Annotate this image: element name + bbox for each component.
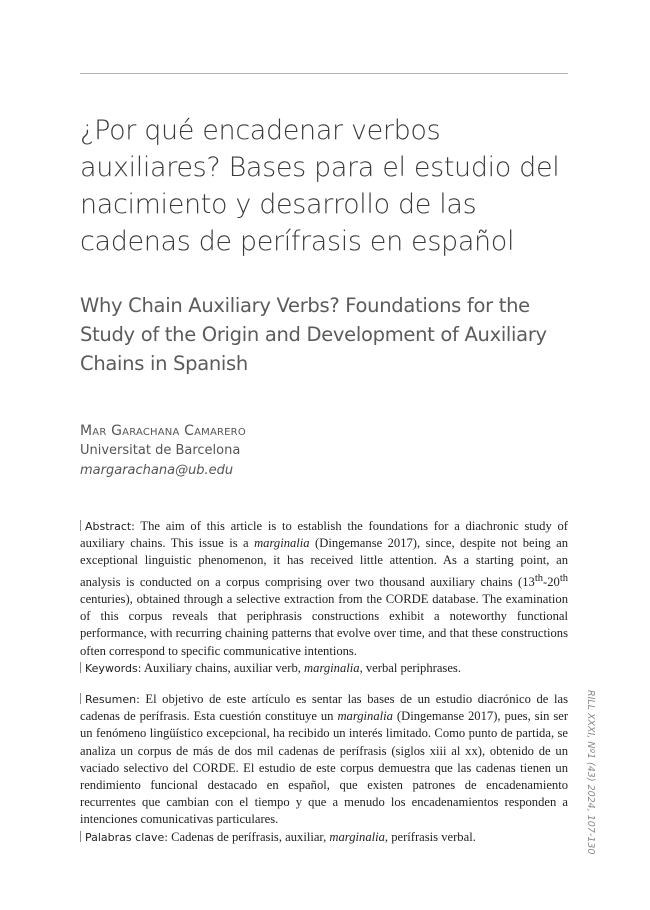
abstract-paragraph [80,518,568,660]
author-block [80,421,480,481]
keywords-text-2: , verbal periphrases. [359,660,461,675]
article-title-english: Why Chain Auxiliary Verbs? Foundations for the Study of the Origin and Development of Auxiliary Chains in Spanish [80,294,547,375]
abstract-emphasis: marginalia [254,536,310,551]
abstract-label: Abstract: [85,520,135,533]
marker-bar [80,831,81,842]
resumen-paragraph [80,691,568,829]
marker-bar [80,693,81,704]
keywords-label: Keywords: [85,661,142,675]
abstract-text-1: The aim of this article is to establish the foundations for a diachronic study of auxiliary chains. This issue is a [80,519,568,551]
abstract-sup-1: th [534,572,544,584]
resumen-emphasis: marginalia [337,709,393,724]
keywords-emphasis: marginalia [304,660,360,675]
keywords-paragraph [80,660,568,677]
resumen-label: Resumen: [85,693,140,707]
palabras-clave-text-2: , perífrasis verbal. [384,829,476,844]
abstracts-section [80,518,568,846]
palabras-clave-paragraph [80,829,568,846]
abstract-text-2: (Dingemanse 2017), since, despite not being an exceptional linguistic phenomenon, it has received little attention. As a starting point, an analysis is conducted on a corpus comprising over two thousand auxiliary chains (13 [80,536,569,589]
resumen-text-1: El objetivo de este artículo es sentar las bases de un estudio diacrónico de las cadenas de perífrasis. Esta cuestión constituye un [80,692,568,724]
palabras-clave-label: Palabras clave: [85,830,168,844]
article-title-spanish: ¿Por qué encadenar verbos auxiliares? Bases para el estudio del nacimiento y desarrollo de las cadenas de perífrasis en español [80,115,560,257]
keywords-text-1: Auxiliary chains, auxiliar verb, [141,660,305,675]
journal-citation-sidebar: RILL XXXI, Nº1 (43) 2024, 107-130 [585,690,596,855]
author-affiliation: Universitat de Barcelona [80,443,241,458]
header-rule [80,73,568,74]
abstract-text-4: centuries), obtained through a selective extraction from the CORDE database. The examination of this corpus reveals that periphrasis constructions exhibit a noteworthy functional performance, with recurring chaining patterns that evolve over time, and that these constructions often correspond to specific communicative intentions. [80,592,568,658]
author-name: Mar Garachana Camarero [80,423,246,439]
marker-bar [80,520,81,531]
marker-bar [80,662,81,673]
author-email[interactable]: margarachana@ub.edu [80,463,234,478]
abstract-text-3: -20 [543,574,560,589]
resumen-text-2: (Dingemanse 2017), pues, sin ser un fenómeno lingüístico excepcional, ha recibido un interés limitado. Como punto de partida, se analiza un corpus de más de dos mil cadenas de perífrasis (siglos xiii al xx), obtenido de un vaciado selectivo del CORDE. El estudio de este corpus demuestra que las cadenas tienen un rendimiento funcional destacado en español, que existen patrones de encadenamiento recurrentes que cambian con el tiempo y que a menudo los encadenamientos responden a intenciones comunicativas particulares. [80,709,569,827]
palabras-clave-emphasis: marginalia [329,829,385,844]
abstract-sup-2: th [559,572,568,584]
palabras-clave-text-1: Cadenas de perífrasis, auxiliar, [167,829,330,844]
